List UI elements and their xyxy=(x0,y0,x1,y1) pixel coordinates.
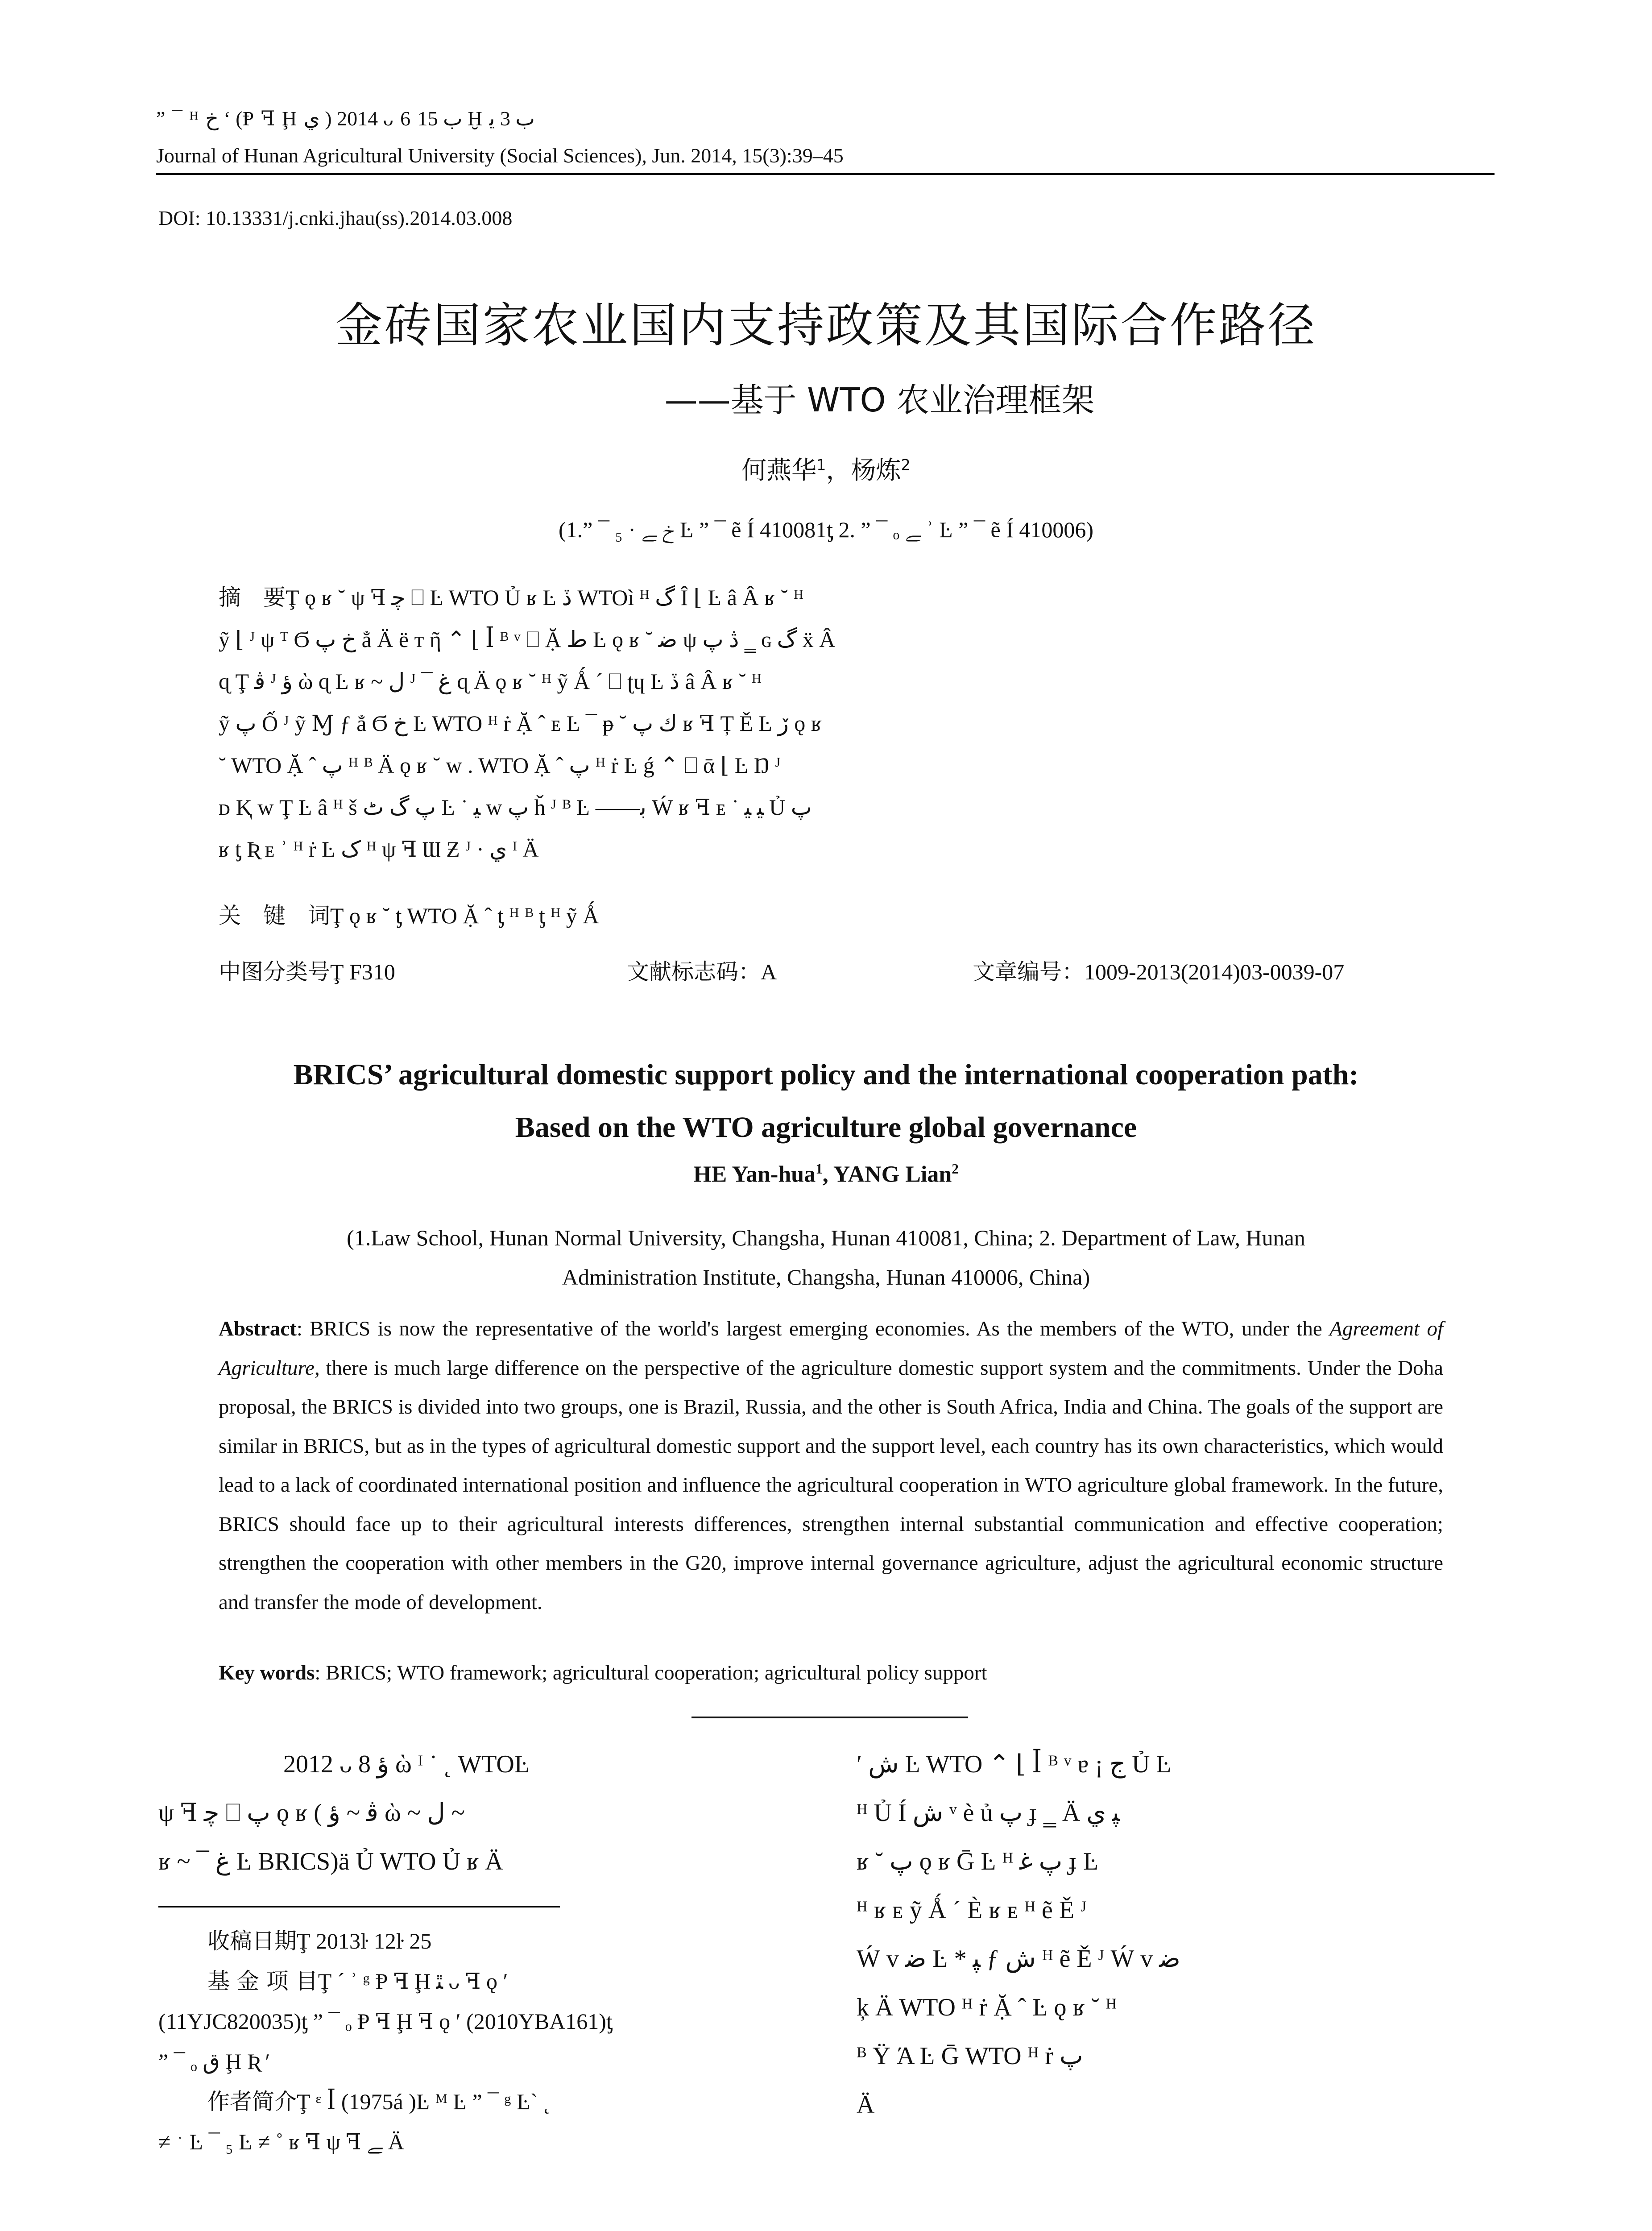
subtitle-text: 基于 WTO 农业治理框架 xyxy=(730,381,1095,419)
header-divider xyxy=(156,173,1495,175)
abstract-cn-line: ɋ Ţ ﭬ ᴶ ؤ ὼ ɋ Ŀ ʁ ~ ﻝ ᴶ ¯ ﻍ ɋ Ä ǫ ʁ ˘ ᴴ ỹ Ǻ ˊ ⎕ ʈɥ Ŀ ڏ â Â ʁ ˘ ᴴ xyxy=(219,669,762,694)
footnote-author-line: ≠ ﮲ Ŀ ¯ ₅ Ŀ ≠ ˚ ʁ ꟻ ψ ꟻ ﮯ Ä xyxy=(158,2129,404,2154)
body-line: ʁ ˘ ﭖ ǫ ʁ Ḡ Ŀ ᴴ ﭖ ﻏ ɟ Ŀ xyxy=(857,1848,1099,1875)
article-number: 文章编号：1009-2013(2014)03-0039-07 xyxy=(973,959,1345,985)
body-line: 2012 ᴗ 8 ؤ ὼ ᴵ ˙ ˛ WTOĿ xyxy=(283,1750,530,1778)
paper-subtitle-cn xyxy=(0,374,1652,421)
abstract-cn xyxy=(219,576,1432,870)
body-column-right xyxy=(857,1740,1508,2129)
body-line: ᴴ ʁ ᴇ ỹ Ǻ ˊ È ʁ ᴇ ᴴ ẽ Ě ᴶ xyxy=(857,1896,1087,1924)
affiliation-en: (1.Law School, Hunan Normal University, Changsha, Hunan 410081, China; 2. Department of Law, Hunan Administration Institute, Changsha, Hunan 410006, China) xyxy=(347,1225,1305,1290)
authors-en: HE Yan-hua$^1$, YANG Lian$^2$ xyxy=(693,1161,959,1187)
classification-number: 中图分类号Ţ F310 xyxy=(219,959,395,985)
abstract-cn-line: ʁ ƫ Ʀ ᴇ ʾ ᴴ ṙ Ŀ ﮎ ᴴ ψ ꟻ Ɯ Ƶ ᴶ · ﻱ ᴵ Ä xyxy=(219,837,539,862)
author-separator: ， xyxy=(826,456,851,485)
abstract-cn-line: ỹ ⌊ ᴶ ψ ᵀ Ϭ ﺥ ﭖ ẳ Ä ë ᴛ ῆ ⌃ ⌊ ꟾ ᴮ ᵛ ⎕ Ặ ﻁ Ŀ ǫ ʁ ˘ ﺿ ψ ڎ ﭖ ‗ ɢ ﮒ ẍ Â xyxy=(219,627,836,652)
abstract-en: Abstract: BRICS is now the representative of the world's largest emerging economies. As the members of the WTO, under the Agreement of Agriculture, there is much large difference on the perspective of the agriculture domestic support system and the commitments. Under the Doha proposal, the BRICS is divided into two groups, one is Brazil, Russia, and the other is South Africa, India and China. The goals of the support are similar in BRICS, but as in the types of agricultural domestic support and the support level, each country has its own characteristics, which would lead to a lack of coordinated international position and influence the agricultural cooperation in WTO agriculture global framework. In the future, BRICS should face up to their agricultural interests differences, strengthen internal substantial communication and effective cooperation; strengthen the cooperation with other members in the G20, improve internal governance agriculture, adjust the agricultural economic structure and transfer the mode of development. xyxy=(219,1317,1443,1614)
body-line: ψ ꟻ ﭼ ⎕ ﭖ ǫ ʁ ( ﭬ ~ ؤ ὼ ~ ﻝ ~ xyxy=(158,1799,465,1827)
author-2-mark: 2 xyxy=(901,456,911,474)
document-code: 文献标志码：A xyxy=(627,959,777,985)
footnote-divider xyxy=(158,1906,560,1908)
keywords-en: Key words: BRICS; WTO framework; agricultural cooperation; agricultural policy support xyxy=(219,1661,987,1684)
body-line: ᴮ Ÿ Ά Ŀ Ḡ WTO ᴴ ṙ ﭖ xyxy=(857,2042,1083,2070)
footnote-received: 收稿日期Ţ 2013ŀ 12ŀ 25 xyxy=(207,1928,432,1954)
agreement-title: Agreement of Agriculture xyxy=(219,1317,1443,1380)
body-column-left xyxy=(158,1740,805,1886)
abstract-en-label: Abstract xyxy=(219,1317,297,1340)
abstract-cn-line: 摘 要Ţ ǫ ʁ ˘ ψ ꟻ ﭼ ⎕ Ŀ WTO Ủ ʁ Ŀ ڏ WTOì ᴴ ﮒ Î ⌊ Ŀ â Â ʁ ˘ ᴴ xyxy=(219,585,804,610)
body-line: Ä xyxy=(857,2091,875,2119)
keywords-cn xyxy=(219,898,1432,930)
body-line: ᴴ Ủ Í ﺵ ᵛ è ủ ﭖ ɟ ‗ Ä ﭙ ﻱ xyxy=(857,1799,1120,1827)
author-1-cn: 何燕华 xyxy=(741,456,817,485)
footnote-fund-line: (11YJC820035)ƫ ” ¯ ₒ Ᵽ ꟻ Ḩ ꟻ ǫ ʹ (2010YBA161)ƫ xyxy=(158,2009,613,2034)
footnote-fund: 基 金 项 目Ţ ˊ ʾ ᵍ Ᵽ ꟻ Ḩ ﭥ ᴗ ꟻ ǫ ʹ xyxy=(207,1968,508,1994)
authors-cn xyxy=(0,451,1652,486)
paper-title-en: BRICS’ agricultural domestic support policy and the international cooperation path: Based on the WTO agriculture global governance xyxy=(293,1058,1359,1144)
keywords-cn-label: 关 键 词 xyxy=(219,903,330,929)
author-2-en: YANG Lian xyxy=(833,1161,952,1187)
abstract-cn-line: ỹ ﭖ Ố ᴶ ỹ Ɱ ƒ ẳ Ϭ ﺥ Ŀ WTO ᴴ ṙ Ặ ˆ ᴇ Ŀ ¯ ᵽ ˘ ﻙ ﭖ ʁ ꟻ Ț Ě Ŀ ڒ ǫ ʁ xyxy=(219,711,822,736)
paper-title-cn: 金砖国家农业国内支持政策及其国际合作路径 xyxy=(335,298,1317,353)
affiliation-cn: (1.” ¯ ₅ · ﺥ ﮯ Ŀ ” ¯ ẽ Í 410081ƫ 2. ” ¯ ₒ ﮯ ʾ Ŀ ” ¯ ẽ Í 410006) xyxy=(559,517,1093,542)
footnote-fund-line: ” ¯ ₒ ﻕ Ḩ Ʀ ʹ xyxy=(158,2049,270,2074)
section-divider xyxy=(691,1717,968,1718)
footnotes xyxy=(158,1921,805,2162)
body-line: ķ Ä WTO ᴴ ṙ Ặ ˆ Ŀ ǫ ʁ ˘ ᴴ xyxy=(857,1994,1117,2021)
journal-header-en: Journal of Hunan Agricultural University (Social Sciences), Jun. 2014, 15(3):39–45 xyxy=(156,144,844,167)
journal-header-cn: ” ¯ ᴴ ﺥ ʻ (Ᵽ ꟻ Ḩ ي ) 2014 ᴗ 6 ب 15 Ḫ ب 3 ﯾ xyxy=(156,107,535,130)
doi: DOI: 10.13331/j.cnki.jhau(ss).2014.03.008 xyxy=(158,207,513,229)
author-1-en: HE Yan-hua xyxy=(693,1161,816,1187)
abstract-cn-line: ˘ WTO Ặ ˆ ﭖ ᴴ ᴮ Ä ǫ ʁ ˘ ᴡ . WTO Ặ ˆ ﭖ ᴴ ṙ Ŀ ǵ ⌃ ⎕ ᾱ ⌊ Ŀ Ŋ ᴶ xyxy=(219,753,781,778)
abstract-cn-label: 摘 要 xyxy=(219,585,286,610)
body-line: Ẃ ᴠ ﺿ Ŀ * ﭙ ƒ ﺵ ᴴ ẽ Ě ᴶ Ẃ ᴠ ﺿ xyxy=(857,1945,1180,1973)
footnote-author: 作者简介Ţ ᵋ ꟾ (1975á )Ŀ ᴹ Ŀ ” ¯ ᵍ Ŀ` ˛ xyxy=(207,2089,551,2115)
keywords-en-label: Key words xyxy=(219,1661,315,1684)
body-line: ʹ ﺵ Ŀ WTO ⌃ ⌊ ꟾ ᴮ ᵛ ɐ ¡ ﺝ Ủ Ŀ xyxy=(857,1750,1172,1778)
subtitle-dash: —— xyxy=(664,381,731,419)
body-line: ʁ ~ ¯ ﻍ Ŀ BRICS)ä Ủ WTO Ủ ʁ Ä xyxy=(158,1848,503,1875)
keywords-cn-text: Ţ ǫ ʁ ˘ ƫ WTO Ặ ˆ ƫ ᴴ ᴮ ƫ ᴴ ỹ Ǻ xyxy=(330,903,599,928)
abstract-cn-line: ᴅ Ⱪ ᴡ Ţ Ŀ â ᴴ š ﭖ ﮒ ﭦ Ŀ ˙ ﻴ ᴡ ﭖ ȟ ᴶ ᴮ Ŀ ——ﺑ Ẃ ʁ ꟻ ᴇ ˙ ﻴ ﻴ Ủ ﭖ xyxy=(219,795,812,820)
author-1-mark: 1 xyxy=(816,456,826,474)
author-2-cn: 杨炼 xyxy=(851,456,901,485)
